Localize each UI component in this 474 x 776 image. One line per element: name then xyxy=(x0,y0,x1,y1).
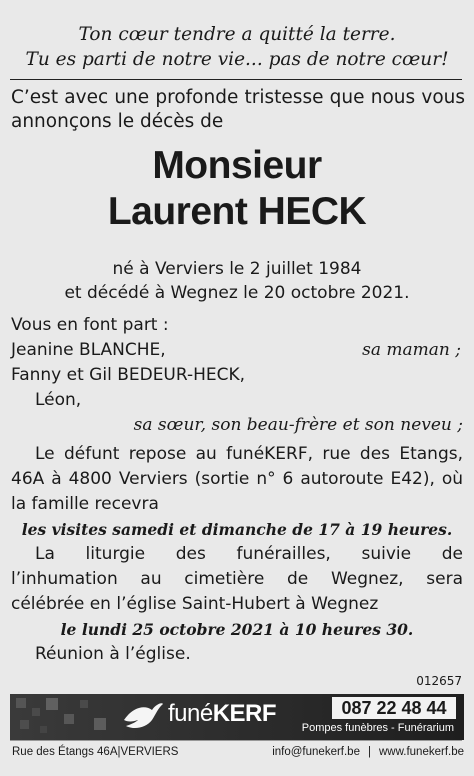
divider-bottom xyxy=(10,740,462,741)
separator: | xyxy=(367,746,371,758)
rest-line-2: 46A à 4800 Verviers (sortie n° 6 autoroute E42), où xyxy=(11,469,463,489)
death-line: et décédé à Wegnez le 20 octobre 2021. xyxy=(64,283,410,303)
visits-line: les visites samedi et dimanche de 17 à 19 heures. xyxy=(21,520,453,539)
announcement-entry xyxy=(11,413,463,438)
liturgy-line-1: La liturgie des funérailles, suivie de xyxy=(35,544,463,564)
announcement xyxy=(11,313,463,438)
entry-name: Jeanine BLANCHE, xyxy=(11,340,166,360)
address: Rue des Étangs 46A xyxy=(12,746,118,758)
intro-line-1: C’est avec une profonde tristesse que nous vous xyxy=(11,87,465,108)
city: VERVIERS xyxy=(120,746,179,758)
intro-line-2: annonçons le décès de xyxy=(11,111,224,132)
liturgy-line-2: l’inhumation au cimetière de Wegnez, sera xyxy=(11,569,463,589)
rest-line-3: la famille recevra xyxy=(11,494,159,514)
separator: | xyxy=(117,746,121,758)
funeral-home-banner xyxy=(10,694,464,740)
deceased-name-block xyxy=(0,143,474,235)
deceased-name: Laurent HECK xyxy=(107,190,367,233)
announcement-entry xyxy=(11,363,463,388)
ceremony-date: le lundi 25 octobre 2021 à 10 heures 30. xyxy=(60,620,414,639)
rest-line-1: Le défunt repose au funéKERF, rue des Etangs, xyxy=(35,444,463,464)
entry-relation: sa maman ; xyxy=(362,340,461,360)
funeral-details xyxy=(11,442,463,667)
email: info@funekerf.be xyxy=(272,746,360,758)
liturgy-line-3: célébrée en l’église Saint-Hubert à Wegnez xyxy=(11,594,379,614)
poem xyxy=(0,22,474,72)
website: www.funekerf.be xyxy=(378,746,464,758)
logo-bold: KERF xyxy=(212,700,277,727)
dove-icon xyxy=(122,700,164,734)
birth-line: né à Verviers le 2 juillet 1984 xyxy=(112,259,362,279)
reference-number: 012657 xyxy=(416,674,462,688)
entry-relation: sa sœur, son beau-frère et son neveu ; xyxy=(133,415,463,435)
announcement-entry xyxy=(11,338,463,363)
meeting-line: Réunion à l’église. xyxy=(35,644,191,664)
entry-name: Fanny et Gil BEDEUR-HECK, xyxy=(11,365,246,385)
funekerf-logo xyxy=(168,700,276,728)
deceased-title: Monsieur xyxy=(152,144,322,187)
poem-line-1: Ton cœur tendre a quitté la terre. xyxy=(78,24,396,45)
dates-block xyxy=(0,257,474,305)
intro-text xyxy=(11,86,465,134)
logo-prefix: funé xyxy=(168,700,213,727)
phone-number: 087 22 48 44 xyxy=(332,697,456,719)
decorative-squares xyxy=(10,694,130,740)
footer-contact xyxy=(12,744,464,760)
tagline: Pompes funèbres - Funérarium xyxy=(301,722,454,734)
poem-line-2: Tu es parti de notre vie... pas de notre cœur! xyxy=(25,49,449,70)
announcement-lead: Vous en font part : xyxy=(11,315,169,335)
announcement-entry xyxy=(11,388,463,413)
divider-top xyxy=(10,79,462,80)
entry-name: Léon, xyxy=(35,390,82,410)
